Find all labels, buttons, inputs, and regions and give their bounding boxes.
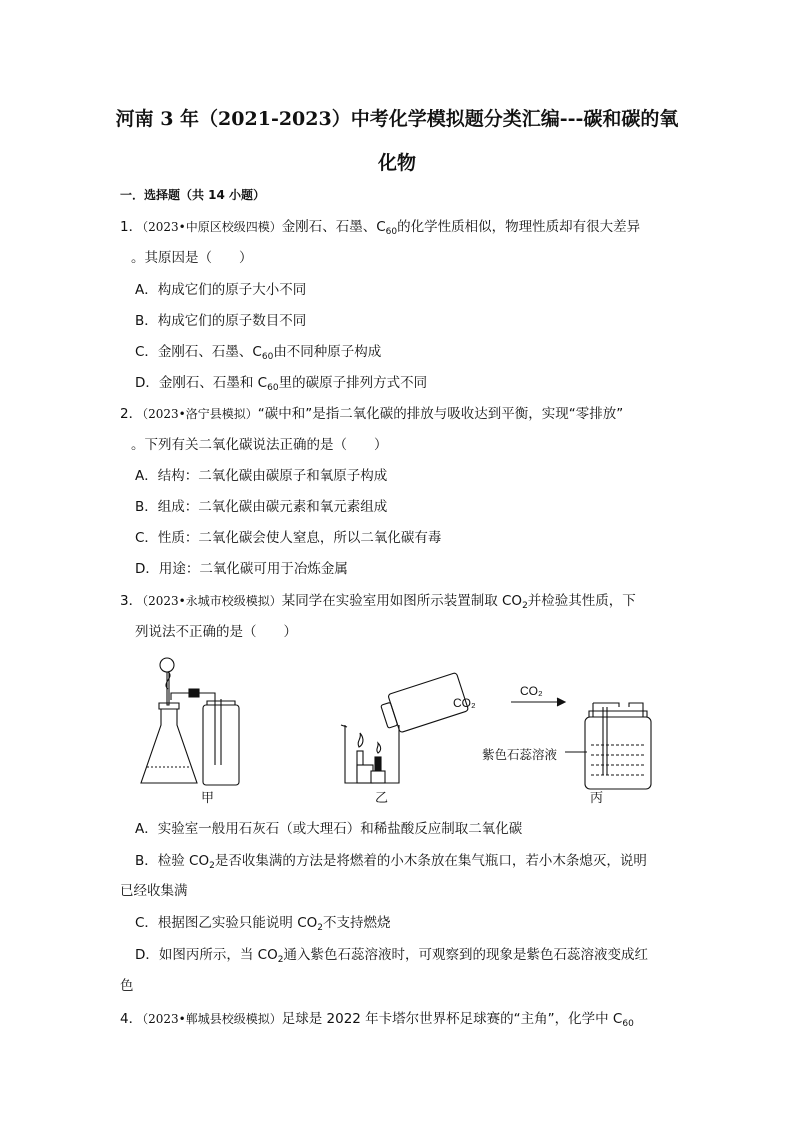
q3-option-b: B．检验 $CO_2$是否收集满的方法是将燃着的小木条放在集气瓶口，若小木条熄灭，说明 [135, 853, 647, 871]
section-heading: 一．选择题（共 14 小题） [120, 188, 266, 202]
document-title-line1: 河南 3 年（2021-2023）中考化学模拟题分类汇编---碳和碳的氧 [115, 108, 679, 130]
q3-option-d: D．如图丙所示，当 $CO_2$通入紫色石蕊溶液时，可观察到的现象是紫色石蕊溶液变成红 [135, 947, 648, 965]
q2-option-c: C．性质：二氧化碳会使人窒息，所以二氧化碳有毒 [135, 530, 442, 546]
question-1-stem: 1．（2023•中原区校级四模）金刚石、石墨、$C_{60}$的化学性质相似，物理性质却有很大差异 [120, 219, 641, 237]
litmus-label: 紫色石蕊溶液 [482, 747, 558, 762]
q3-option-d-cont: 色 [120, 978, 134, 994]
flask-apparatus-jia [141, 658, 239, 785]
q2-option-a: A．结构：二氧化碳由碳原子和氧原子构成 [135, 468, 388, 484]
q1-option-d: D．金刚石、石墨和 $C_{60}$里的碳原子排列方式不同 [135, 375, 428, 393]
beaker-apparatus-yi [341, 672, 469, 783]
co2-arrow-label: CO₂ [520, 684, 543, 698]
apparatus-figure [135, 655, 655, 805]
q2-option-b: B．组成：二氧化碳由碳元素和氧元素组成 [135, 499, 388, 515]
question-source: （2023•郸城县校级模拟） [142, 1012, 282, 1026]
question-number: 1． [120, 219, 143, 235]
gas-bottle-apparatus-bing [511, 698, 651, 789]
question-source: （2023•中原区校级四模） [142, 220, 282, 234]
question-source: （2023•洛宁县模拟） [142, 407, 258, 421]
q3-option-c: C．根据图乙实验只能说明 $CO_2$不支持燃烧 [135, 915, 391, 933]
document-title-line2: 化物 [377, 152, 416, 174]
label-jia: 甲 [201, 791, 215, 805]
label-bing: 丙 [590, 791, 604, 805]
q3-option-a: A．实验室一般用石灰石（或大理石）和稀盐酸反应制取二氧化碳 [135, 821, 523, 837]
question-2-stem-cont: 。下列有关二氧化碳说法正确的是（ ） [131, 437, 388, 453]
q1-option-b: B．构成它们的原子数目不同 [135, 313, 307, 329]
question-3-stem: 3．（2023•永城市校级模拟）某同学在实验室用如图所示装置制取 $CO_2$并检验其性质，下 [120, 593, 636, 611]
label-yi: 乙 [375, 791, 389, 805]
question-4-stem: 4．（2023•郸城县校级模拟）足球是 2022 年卡塔尔世界杯足球赛的“主角”，化学中 $C_{60}$ [120, 1011, 634, 1029]
q2-option-d: D．用途：二氧化碳可用于冶炼金属 [135, 561, 348, 577]
question-source: （2023•永城市校级模拟） [142, 594, 282, 608]
question-1-stem-cont: 。其原因是（ ） [131, 250, 253, 266]
question-number: 2． [120, 406, 143, 422]
q1-option-a: A．构成它们的原子大小不同 [135, 282, 307, 298]
question-number: 3． [120, 593, 143, 609]
co2-bottle-label: CO₂ [453, 696, 476, 710]
q3-option-b-cont: 已经收集满 [120, 883, 188, 899]
question-3-stem-cont: 列说法不正确的是（ ） [135, 624, 297, 640]
question-2-stem: 2．（2023•洛宁县模拟）“碳中和”是指二氧化碳的排放与吸收达到平衡，实现“零排放” [120, 406, 624, 422]
question-number: 4． [120, 1011, 143, 1027]
q1-option-c: C．金刚石、石墨、$C_{60}$由不同种原子构成 [135, 344, 382, 362]
